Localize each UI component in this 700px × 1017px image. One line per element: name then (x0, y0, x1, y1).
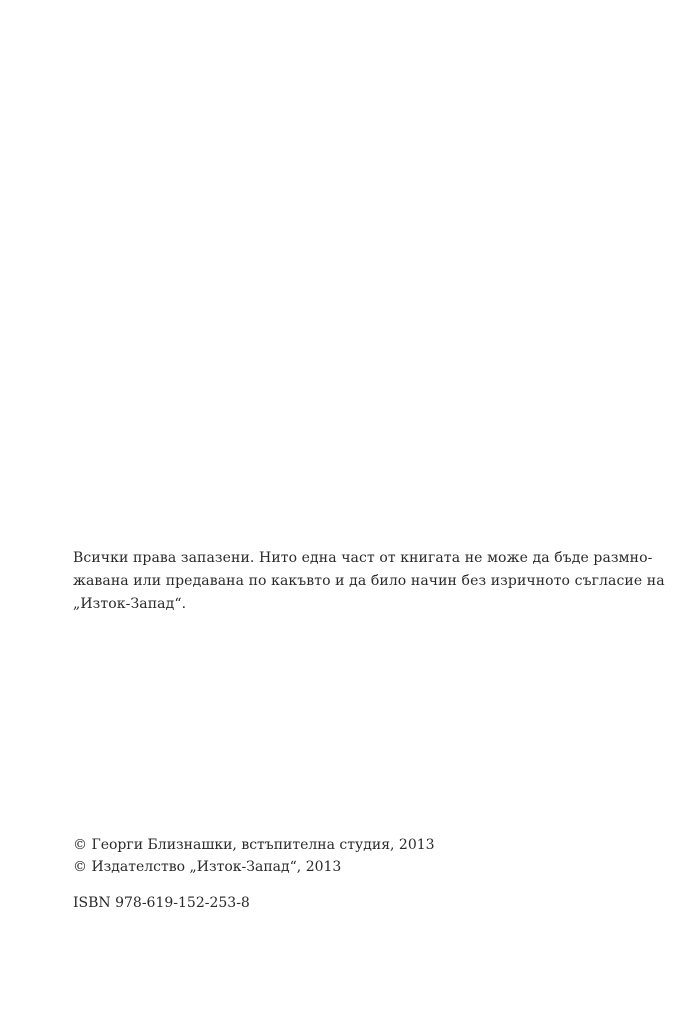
copyright-publisher: © Издателство „Изток-Запад“, 2013 (73, 859, 342, 875)
rights-notice-line: жавана или предавана по какъвто и да било начин без изричното съгласие на (73, 573, 665, 589)
rights-notice-line: „Изток-Запад“. (73, 596, 187, 612)
copyright-block (73, 834, 435, 878)
isbn-number: ISBN 978-619-152-253-8 (73, 895, 250, 911)
rights-notice-line: Всички права запазени. Нито една част от книгата не може да бъде размно- (73, 550, 653, 566)
rights-notice (73, 547, 665, 616)
copyright-author: © Георги Близнашки, встъпителна студия, 2013 (73, 837, 435, 853)
